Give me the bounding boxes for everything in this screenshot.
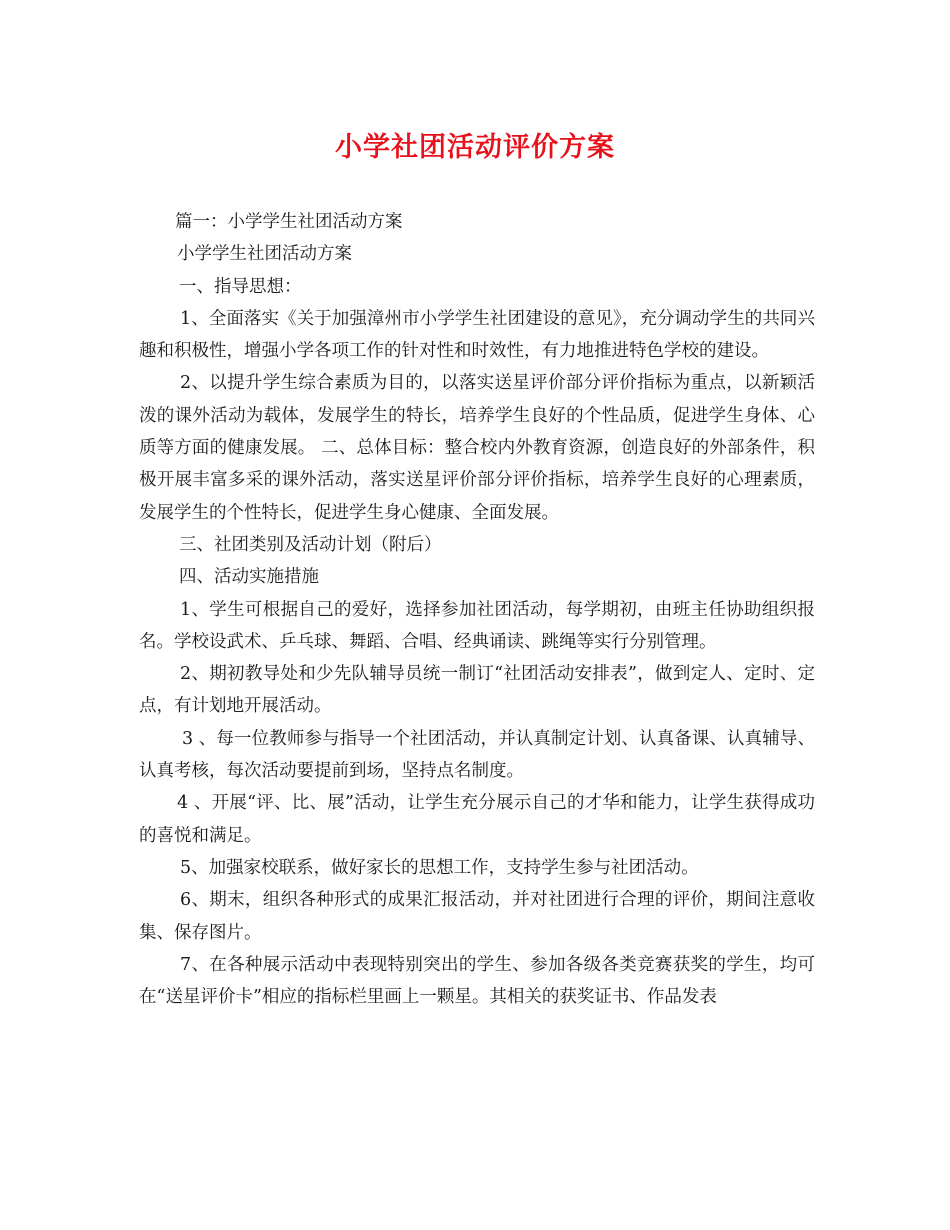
paragraph-item-1: 1、全面落实《关于加强漳州市小学学生社团建设的意见》，充分调动学生的共同兴趣和积极性，增强小学各项工作的针对性和时效性，有力地推进特色学校的建设。: [139, 308, 815, 362]
subtitle-paragraph: 小学学生社团活动方案: [177, 244, 352, 265]
measure-item-1: 1、学生可根据自己的爱好，选择参加社团活动，每学期初，由班主任协助组织报名。学校设武术、乒乓球、舞蹈、合唱、经典诵读、跳绳等实行分别管理。: [139, 599, 815, 652]
section-heading-chapter-one: 篇一：小学学生社团活动方案: [175, 212, 403, 232]
section-heading-implementation: 四、活动实施措施: [179, 567, 319, 588]
document-body: [139, 206, 815, 1013]
measure-item-5: 5、加强家校联系，做好家长的思想工作，支持学生参与社团活动。: [180, 857, 699, 878]
section-heading-club-categories: 三、社团类别及活动计划（附后）: [179, 534, 442, 555]
measure-item-2: 2、期初教导处和少先队辅导员统一制订“社团活动安排表”，做到定人、定时、定点，有计划地开展活动。: [139, 664, 815, 717]
measure-item-7: 7、在各种展示活动中表现特别突出的学生、参加各级各类竞赛获奖的学生，均可在“送星评价卡”相应的指标栏里画上一颗星。其相关的获奖证书、作品发表: [139, 954, 815, 1008]
paragraph-item-2: 2、以提升学生综合素质为目的，以落实送星评价部分评价指标为重点，以新颖活泼的课外活动为载体，发展学生的特长，培养学生良好的个性品质，促进学生身体、心质等方面的健康发展。 二、总体目标：整合校内外教育资源，创造良好的外部条件，积极开展丰富多采的课外活动，落实送星评价部分评价指标，培养学生良好的心理素质，发展学生的个性特长，促进学生身心健康、全面发展。: [139, 373, 815, 523]
document-title: 小学社团活动评价方案: [335, 132, 615, 163]
measure-item-3: 3 、每一位教师参与指导一个社团活动，并认真制定计划、认真备课、认真辅导、认真考核，每次活动要提前到场，坚持点名制度。: [139, 728, 815, 782]
section-heading-guiding-thought: 一、指导思想：: [179, 276, 302, 297]
measure-item-4: 4 、开展“评、比、展”活动，让学生充分展示自己的才华和能力，让学生获得成功的喜悦和满足。: [139, 793, 815, 846]
measure-item-6: 6、期末，组织各种形式的成果汇报活动，并对社团进行合理的评价，期间注意收集、保存图片。: [139, 890, 815, 943]
